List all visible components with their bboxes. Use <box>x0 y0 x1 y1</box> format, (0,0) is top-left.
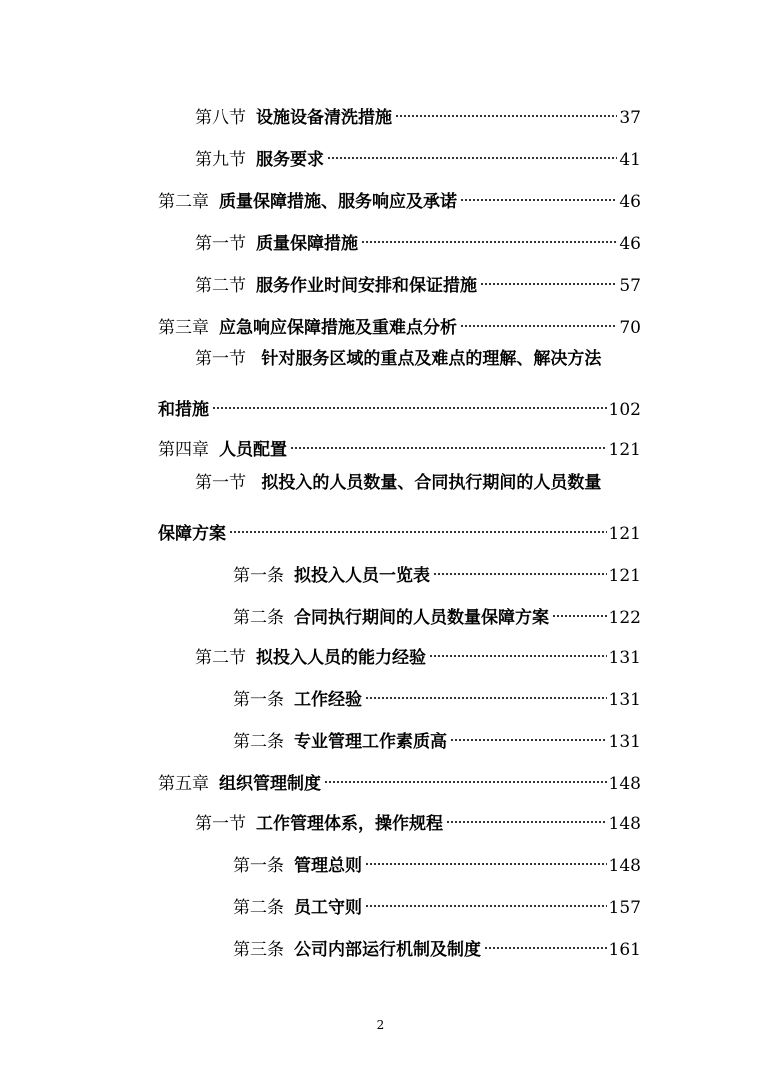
toc-entry-page: 122 <box>608 608 641 628</box>
toc-entry-page: 46 <box>619 192 641 212</box>
toc-entry[interactable] <box>158 427 641 460</box>
toc-entry-number: 第二节 <box>195 276 246 296</box>
toc-entry-page: 37 <box>619 108 641 128</box>
toc-entry-continuation[interactable] <box>158 387 641 420</box>
toc-entry-page: 102 <box>608 400 641 420</box>
toc-entry[interactable] <box>233 719 641 752</box>
toc-entry-page: 121 <box>608 440 641 460</box>
toc-entry-page: 131 <box>608 732 641 752</box>
toc-entry-title: 员工守则 <box>294 898 362 918</box>
dot-leader <box>324 761 607 789</box>
toc-entry-page: 148 <box>608 774 641 794</box>
toc-entry[interactable] <box>233 595 641 628</box>
toc-entry-title: 工作管理体系，操作规程 <box>256 814 443 834</box>
toc-entry-title: 专业管理工作素质高 <box>294 732 447 752</box>
toc-entry-page: 161 <box>608 940 641 960</box>
toc-entry[interactable] <box>233 677 641 710</box>
toc-entry[interactable] <box>233 885 641 918</box>
toc-entry-title: 合同执行期间的人员数量保障方案 <box>294 608 549 628</box>
toc-entry-wrapped[interactable] <box>195 345 601 373</box>
dot-leader <box>365 885 607 913</box>
toc-entry-number: 第一条 <box>233 690 284 710</box>
toc-entry-number: 第八节 <box>195 108 246 128</box>
toc-entry[interactable] <box>158 761 641 794</box>
toc-entry-title-continued: 保障方案 <box>158 524 226 544</box>
dot-leader <box>365 677 607 705</box>
dot-leader <box>460 179 617 207</box>
dot-leader <box>484 927 607 955</box>
toc-entry-number: 第五章 <box>158 774 209 794</box>
dot-leader <box>365 843 607 871</box>
toc-entry-page: 157 <box>608 898 641 918</box>
toc-entry-title: 质量保障措施 <box>256 234 358 254</box>
toc-entry-page: 121 <box>608 524 641 544</box>
dot-leader <box>327 137 617 165</box>
toc-entry-number: 第一条 <box>233 856 284 876</box>
toc-entry-page: 41 <box>619 150 641 170</box>
dot-leader <box>361 221 617 249</box>
toc-entry-number: 第二章 <box>158 192 209 212</box>
dot-leader <box>429 635 607 663</box>
toc-entry-title: 质量保障措施、服务响应及承诺 <box>219 192 457 212</box>
toc-entry-wrapped[interactable] <box>195 469 601 497</box>
toc-entry-page: 131 <box>608 648 641 668</box>
toc-entry-title: 工作经验 <box>294 690 362 710</box>
toc-entry-page: 121 <box>608 566 641 586</box>
toc-entry[interactable] <box>195 635 641 668</box>
toc-entry[interactable] <box>233 927 641 960</box>
toc-entry-title: 拟投入人员一览表 <box>294 566 430 586</box>
toc-entry-title: 应急响应保障措施及重难点分析 <box>219 318 457 338</box>
toc-entry-number: 第三章 <box>158 318 209 338</box>
toc-entry-page: 148 <box>608 814 641 834</box>
toc-entry-number: 第九节 <box>195 150 246 170</box>
dot-leader <box>450 719 607 747</box>
toc-entry[interactable] <box>158 305 641 338</box>
toc-entry-page: 57 <box>619 276 641 296</box>
dot-leader <box>395 95 617 123</box>
toc-entry-title: 公司内部运行机制及制度 <box>294 940 481 960</box>
dot-leader <box>212 387 607 415</box>
toc-entry[interactable] <box>158 179 641 212</box>
toc-entry-number: 第一节 <box>195 234 246 254</box>
toc-entry-page: 46 <box>619 234 641 254</box>
toc-entry-number: 第一节 <box>195 814 246 834</box>
toc-entry[interactable] <box>195 263 641 296</box>
toc-entry[interactable] <box>233 553 641 586</box>
dot-leader <box>552 595 607 623</box>
toc-entry-title: 服务作业时间安排和保证措施 <box>256 276 477 296</box>
toc-entry[interactable] <box>195 95 641 128</box>
toc-entry-page: 148 <box>608 856 641 876</box>
dot-leader <box>290 427 607 455</box>
toc-entry-page: 70 <box>619 318 641 338</box>
toc-entry-title: 拟投入人员的能力经验 <box>256 648 426 668</box>
toc-entry-title: 管理总则 <box>294 856 362 876</box>
toc-entry-number: 第一节 <box>195 349 246 369</box>
toc-entry-title: 设施设备清洗措施 <box>256 108 392 128</box>
dot-leader <box>480 263 617 291</box>
page-number: 2 <box>376 1018 385 1032</box>
toc-entry-number: 第三条 <box>233 940 284 960</box>
toc-entry-title-continued: 和措施 <box>158 400 209 420</box>
toc-entry-title: 针对服务区域的重点及难点的理解、解决方法 <box>261 349 602 369</box>
toc-entry[interactable] <box>195 137 641 170</box>
toc-entry-title: 拟投入的人员数量、合同执行期间的人员数量 <box>261 473 602 493</box>
toc-entry[interactable] <box>195 801 641 834</box>
toc-entry-number: 第一节 <box>195 473 246 493</box>
toc-entry-number: 第二条 <box>233 732 284 752</box>
toc-entry-title: 人员配置 <box>219 440 287 460</box>
toc-entry-number: 第二条 <box>233 898 284 918</box>
toc-entry-title: 服务要求 <box>256 150 324 170</box>
dot-leader <box>460 305 617 333</box>
toc-entry-page: 131 <box>608 690 641 710</box>
dot-leader <box>446 801 607 829</box>
toc-entry-number: 第二节 <box>195 648 246 668</box>
toc-entry-title: 组织管理制度 <box>219 774 321 794</box>
toc-entry[interactable] <box>195 221 641 254</box>
dot-leader <box>433 553 607 581</box>
dot-leader <box>229 511 607 539</box>
toc-entry[interactable] <box>233 843 641 876</box>
toc-entry-number: 第一条 <box>233 566 284 586</box>
toc-entry-continuation[interactable] <box>158 511 641 544</box>
toc-entry-number: 第四章 <box>158 440 209 460</box>
toc-entry-number: 第二条 <box>233 608 284 628</box>
